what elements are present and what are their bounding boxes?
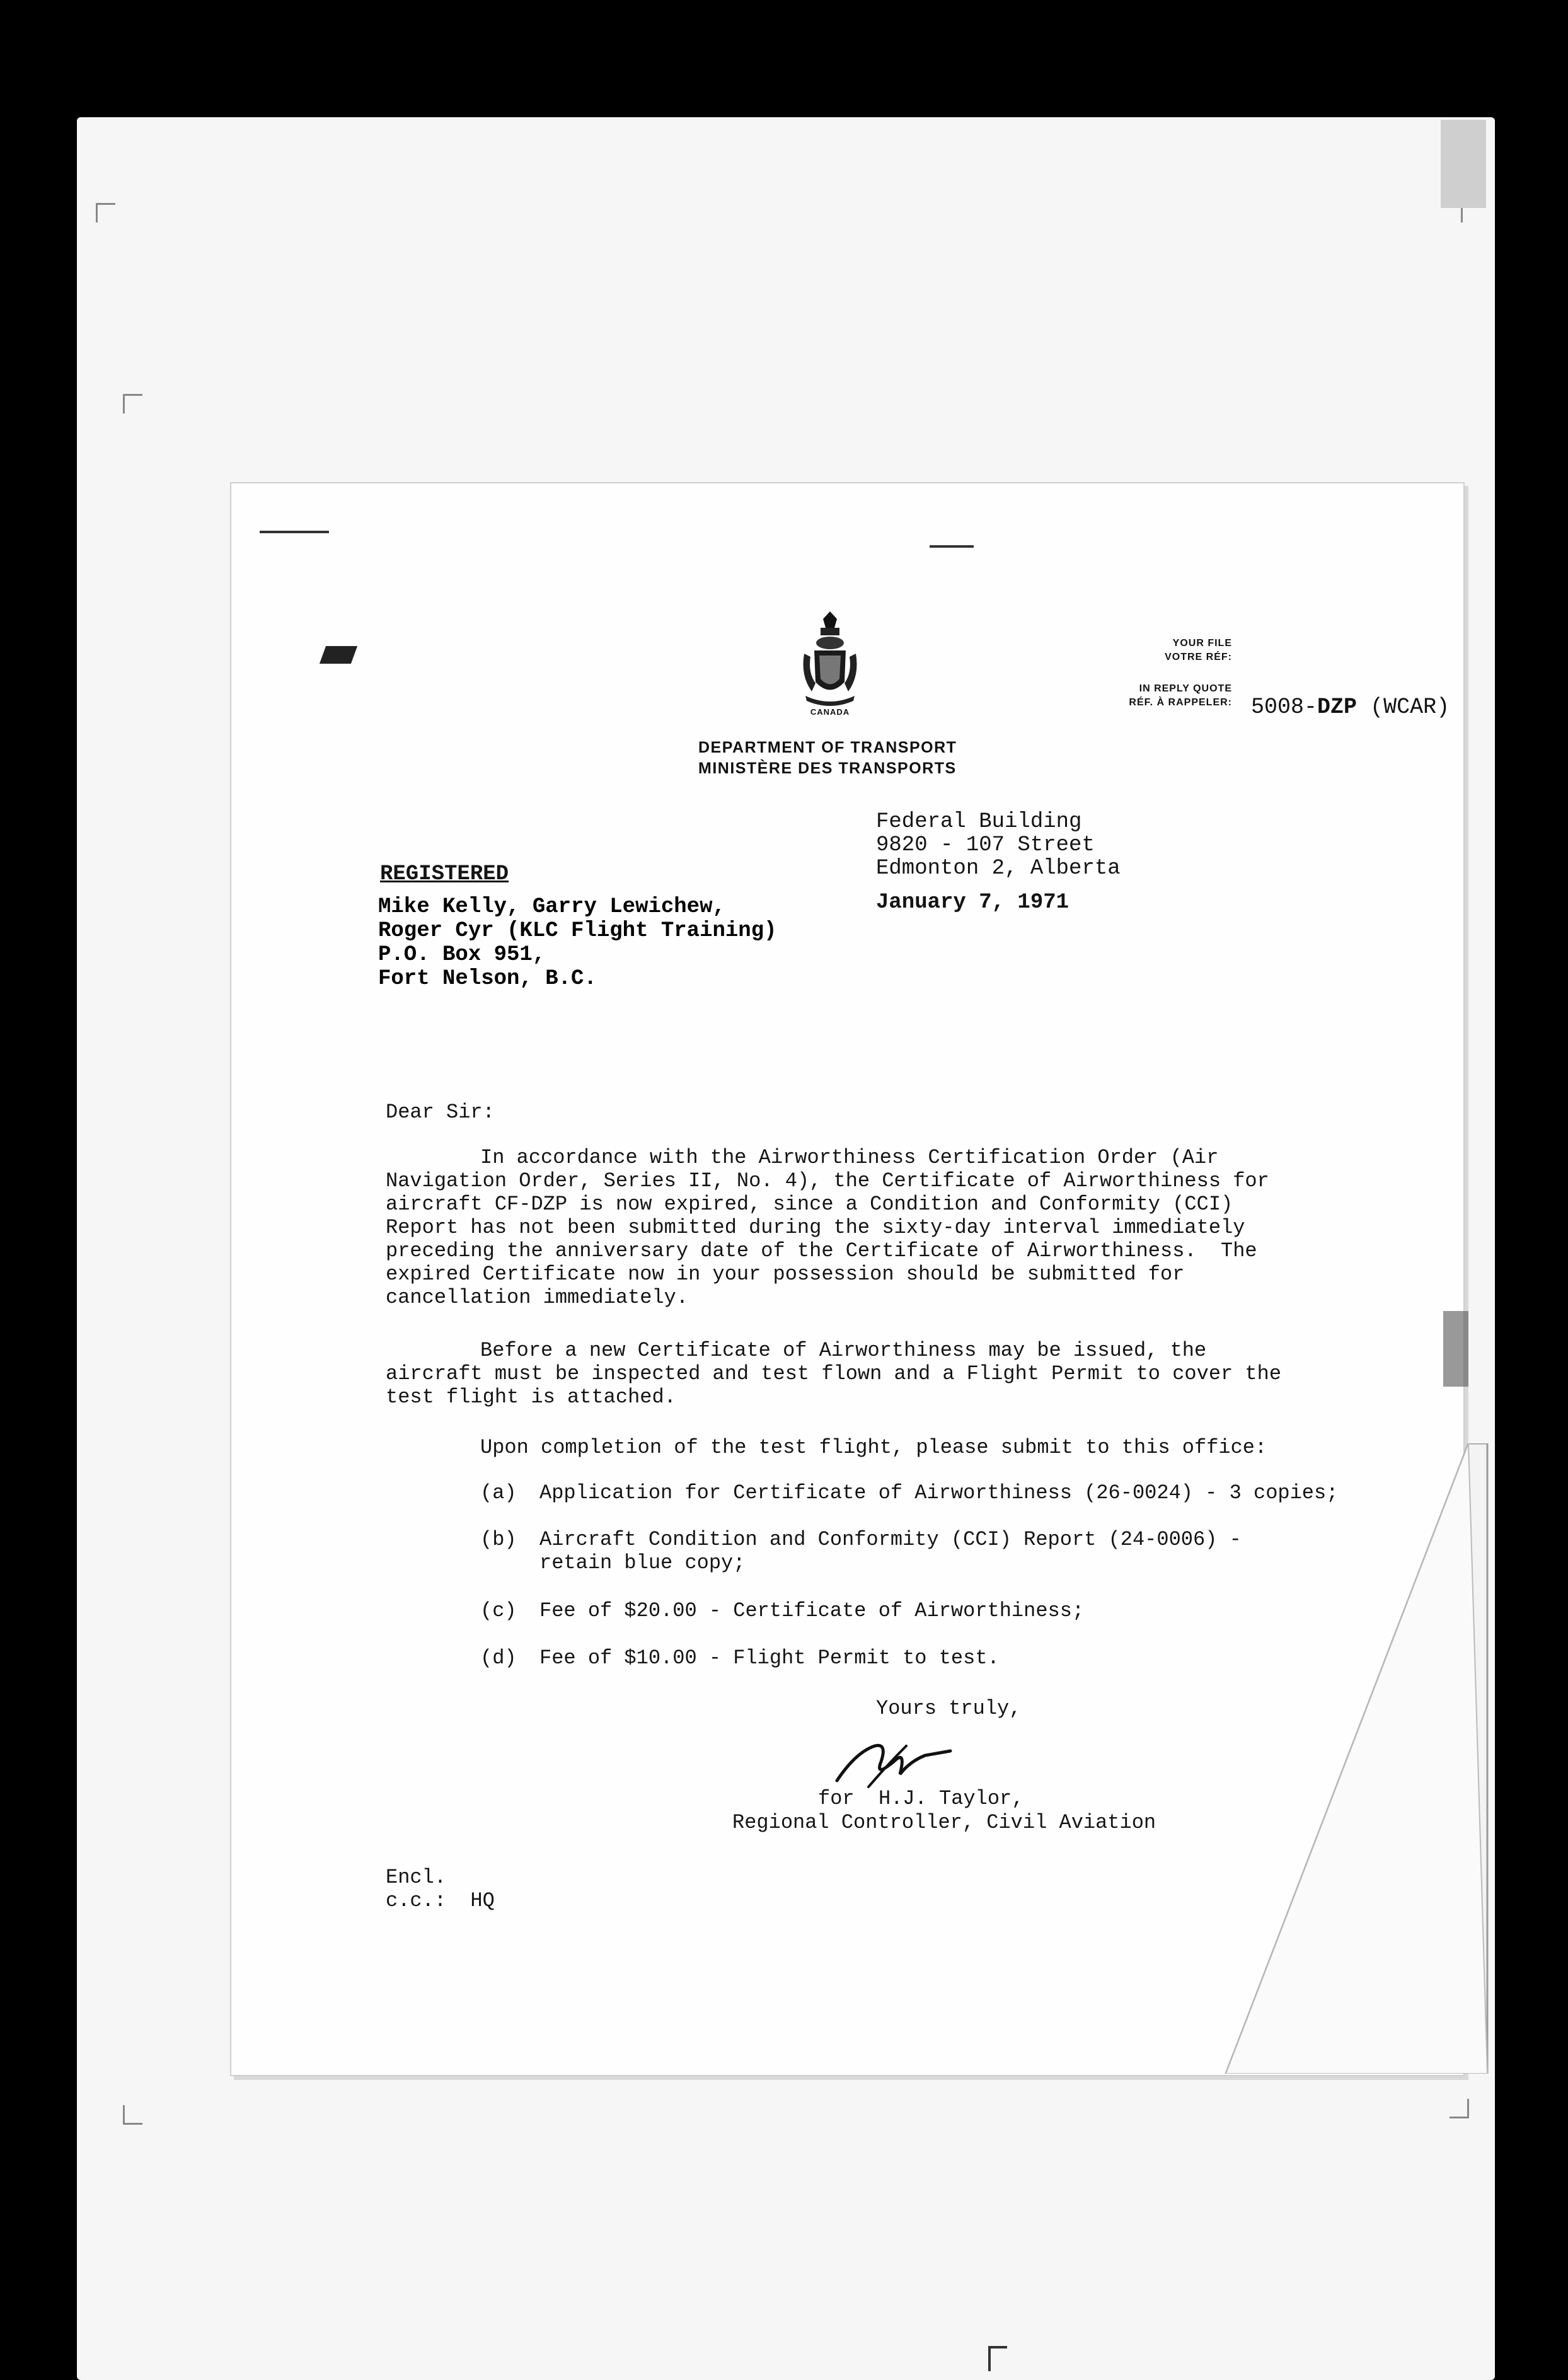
department-name-en: DEPARTMENT OF TRANSPORT: [698, 739, 957, 756]
carbon-copy: c.c.: HQ: [386, 1889, 495, 1912]
item-text: Fee of $20.00 - Certificate of Airworthiness;: [539, 1599, 1085, 1622]
reply-quote-label-fr: RÉF. À RAPPELER:: [1129, 697, 1232, 708]
corner-mark: [123, 394, 142, 413]
item-marker: (c): [480, 1599, 517, 1622]
corner-mark: [123, 2105, 142, 2125]
item-text: Application for Certificate of Airworthiness (26-0024) - 3 copies;: [539, 1481, 1339, 1505]
body-line: Before a new Certificate of Airworthiness may be issued, the: [480, 1339, 1207, 1362]
stray-mark: [320, 646, 357, 664]
signer-name: for H.J. Taylor,: [818, 1787, 1024, 1810]
department-name: [698, 737, 957, 779]
stray-mark: [988, 2346, 991, 2371]
body-line: In accordance with the Airworthiness Certification Order (Air: [480, 1146, 1219, 1169]
body-line: Navigation Order, Series II, No. 4), the Certificate of Airworthiness for: [386, 1169, 1269, 1193]
item-marker: (b): [480, 1528, 517, 1551]
reply-suffix: (WCAR): [1370, 695, 1450, 720]
reply-code: DZP: [1317, 695, 1358, 720]
corner-mark: [1450, 2099, 1469, 2118]
edge-smudge: [1441, 120, 1486, 208]
your-file-label-fr: VOTRE RÉF:: [1165, 652, 1232, 662]
sender-address-line: 9820 - 107 Street: [876, 833, 1095, 857]
folded-corner: [1210, 1443, 1494, 2074]
item-marker: (a): [480, 1481, 517, 1505]
recipient-line: Fort Nelson, B.C.: [378, 967, 597, 991]
body-line: test flight is attached.: [386, 1385, 676, 1409]
body-line: aircraft CF-DZP is now expired, since a Condition and Conformity (CCI): [386, 1193, 1233, 1216]
stray-mark: [1443, 1311, 1468, 1387]
stray-mark: [930, 545, 974, 548]
recipient-line: Roger Cyr (KLC Flight Training): [378, 919, 777, 943]
body-line: expired Certificate now in your possession should be submitted for: [386, 1262, 1185, 1286]
recipient-line: Mike Kelly, Garry Lewichew,: [378, 895, 725, 919]
signer-title: Regional Controller, Civil Aviation: [732, 1811, 1156, 1834]
recipient-line: P.O. Box 951,: [378, 943, 546, 967]
your-file-label: YOUR FILE: [1172, 638, 1232, 649]
handwritten-signature: [831, 1727, 957, 1796]
item-marker: (d): [480, 1646, 517, 1670]
country-label: CANADA: [810, 707, 850, 717]
stray-mark: [988, 2346, 1007, 2348]
item-text: retain blue copy;: [539, 1551, 746, 1574]
salutation: Dear Sir:: [386, 1100, 495, 1124]
reply-quote-label: IN REPLY QUOTE: [1139, 683, 1232, 694]
body-line: aircraft must be inspected and test flown and a Flight Permit to cover the: [386, 1362, 1282, 1385]
stray-mark: [260, 531, 329, 533]
department-name-fr: MINISTÈRE DES TRANSPORTS: [698, 760, 957, 777]
reference-labels: [1046, 637, 1232, 710]
coat-of-arms-icon: [795, 606, 865, 713]
item-text: Fee of $10.00 - Flight Permit to test.: [539, 1646, 1000, 1670]
body-line: cancellation immediately.: [386, 1286, 689, 1309]
mailing-method: REGISTERED: [380, 862, 509, 886]
sender-address-line: Edmonton 2, Alberta: [876, 857, 1121, 881]
enclosure: Encl.: [386, 1866, 447, 1889]
reply-prefix: 5008-: [1251, 695, 1318, 720]
letter-date: January 7, 1971: [876, 891, 1069, 915]
body-line: Report has not been submitted during the sixty-day interval immediately: [386, 1216, 1245, 1239]
corner-mark: [96, 203, 115, 222]
body-line: preceding the anniversary date of the Certificate of Airworthiness. The: [386, 1239, 1257, 1262]
body-line: Upon completion of the test flight, please submit to this office:: [480, 1436, 1267, 1459]
item-text: Aircraft Condition and Conformity (CCI) Report (24-0006) -: [539, 1528, 1242, 1551]
sender-address-line: Federal Building: [876, 810, 1082, 834]
reply-reference-number: [1251, 695, 1450, 720]
valediction: Yours truly,: [876, 1697, 1022, 1720]
